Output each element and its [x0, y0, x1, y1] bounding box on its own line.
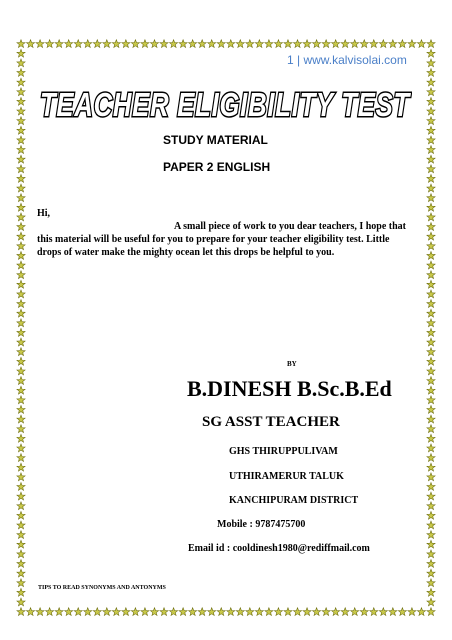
star-icon [293, 608, 301, 616]
star-icon [189, 40, 197, 48]
star-icon [17, 569, 25, 577]
star-icon [160, 608, 168, 616]
star-icon [427, 521, 435, 529]
star-icon [17, 203, 25, 211]
star-icon [427, 386, 435, 394]
star-icon [427, 223, 435, 231]
star-icon [17, 540, 25, 548]
star-icon [17, 463, 25, 471]
star-icon [112, 608, 120, 616]
star-icon [427, 396, 435, 404]
star-icon [17, 348, 25, 356]
star-icon [274, 608, 282, 616]
star-icon [84, 40, 92, 48]
star-icon [427, 213, 435, 221]
star-icon [17, 444, 25, 452]
star-icon [427, 560, 435, 568]
star-icon [36, 608, 44, 616]
star-icon [17, 329, 25, 337]
star-icon [17, 49, 25, 57]
star-icon [17, 271, 25, 279]
star-icon [103, 40, 111, 48]
star-icon [131, 608, 139, 616]
star-icon [341, 608, 349, 616]
star-icon [398, 608, 406, 616]
star-icon [427, 49, 435, 57]
star-icon [17, 232, 25, 240]
star-icon [55, 608, 63, 616]
star-icon [312, 40, 320, 48]
star-icon [17, 194, 25, 202]
star-icon [17, 434, 25, 442]
star-icon [150, 608, 158, 616]
star-icon [17, 560, 25, 568]
star-icon [303, 40, 311, 48]
star-icon [427, 69, 435, 77]
star-icon [17, 242, 25, 250]
star-icon [246, 40, 254, 48]
star-icon [217, 40, 225, 48]
star-icon [236, 40, 244, 48]
author-role: SG ASST TEACHER [202, 414, 340, 430]
star-icon [341, 40, 349, 48]
star-icon [17, 319, 25, 327]
star-icon [17, 78, 25, 86]
star-icon [427, 203, 435, 211]
star-icon [17, 107, 25, 115]
star-icon [227, 608, 235, 616]
title-banner [40, 80, 412, 129]
star-icon [17, 473, 25, 481]
star-icon [427, 415, 435, 423]
star-icon [360, 40, 368, 48]
star-icon [17, 165, 25, 173]
star-icon [46, 608, 54, 616]
star-icon [427, 165, 435, 173]
star-icon [427, 309, 435, 317]
star-icon [112, 40, 120, 48]
star-icon [332, 608, 340, 616]
star-icon [427, 107, 435, 115]
star-icon [17, 69, 25, 77]
star-icon [17, 155, 25, 163]
star-icon [427, 40, 435, 48]
star-icon [427, 117, 435, 125]
star-icon [427, 242, 435, 250]
star-icon [246, 608, 254, 616]
star-icon [408, 40, 416, 48]
star-icon [427, 184, 435, 192]
star-icon [389, 40, 397, 48]
star-icon [26, 40, 34, 48]
star-icon [427, 261, 435, 269]
star-icon [17, 174, 25, 182]
star-icon [427, 290, 435, 298]
star-icon [93, 608, 101, 616]
star-icon [427, 540, 435, 548]
author-district: KANCHIPURAM DISTRICT [229, 495, 359, 506]
star-icon [17, 396, 25, 404]
star-icon [17, 579, 25, 587]
star-icon [17, 261, 25, 269]
star-icon [141, 40, 149, 48]
star-icon [427, 377, 435, 385]
star-icon [427, 367, 435, 375]
star-icon [17, 59, 25, 67]
star-icon [427, 463, 435, 471]
star-icon [17, 377, 25, 385]
star-icon [17, 146, 25, 154]
star-icon [17, 136, 25, 144]
star-icon [427, 174, 435, 182]
star-icon [360, 608, 368, 616]
star-icon [17, 511, 25, 519]
star-icon [17, 184, 25, 192]
star-icon [17, 483, 25, 491]
star-icon [370, 608, 378, 616]
star-icon [17, 357, 25, 365]
star-icon [274, 40, 282, 48]
star-icon [17, 598, 25, 606]
star-icon [427, 406, 435, 414]
star-icon [103, 608, 111, 616]
star-icon [26, 608, 34, 616]
star-icon [17, 608, 25, 616]
star-icon [150, 40, 158, 48]
star-icon [84, 608, 92, 616]
star-icon [17, 213, 25, 221]
author-name: B.DINESH B.Sc.B.Ed [187, 376, 392, 401]
star-icon [17, 406, 25, 414]
star-icon [427, 78, 435, 86]
star-icon [17, 454, 25, 462]
star-icon [427, 232, 435, 240]
star-icon [217, 608, 225, 616]
star-icon [322, 608, 330, 616]
star-icon [65, 608, 73, 616]
star-icon [198, 608, 206, 616]
star-icon [93, 40, 101, 48]
star-icon [17, 425, 25, 433]
intro-paragraph [37, 220, 407, 259]
star-icon [322, 40, 330, 48]
star-icon [389, 608, 397, 616]
star-icon [312, 608, 320, 616]
star-icon [17, 550, 25, 558]
star-icon [427, 136, 435, 144]
star-icon [17, 223, 25, 231]
star-icon [427, 425, 435, 433]
star-icon [198, 40, 206, 48]
author-taluk: UTHIRAMERUR TALUK [229, 471, 344, 482]
star-icon [427, 579, 435, 587]
star-icon [427, 252, 435, 260]
star-icon [427, 155, 435, 163]
star-icon [74, 608, 82, 616]
star-icon [17, 280, 25, 288]
star-icon [17, 521, 25, 529]
star-icon [427, 531, 435, 539]
star-icon [208, 40, 216, 48]
star-icon [427, 194, 435, 202]
star-icon [427, 97, 435, 105]
star-icon [17, 415, 25, 423]
star-icon [284, 608, 292, 616]
star-icon [351, 40, 359, 48]
star-icon [265, 608, 273, 616]
star-icon [408, 608, 416, 616]
star-icon [427, 300, 435, 308]
star-icon [131, 40, 139, 48]
document-title: TEACHER ELIGIBILITY TEST [40, 86, 412, 123]
star-icon [427, 598, 435, 606]
star-icon [427, 502, 435, 510]
star-icon [427, 608, 435, 616]
star-icon [122, 608, 130, 616]
star-icon [17, 492, 25, 500]
star-icon [427, 357, 435, 365]
star-icon [74, 40, 82, 48]
by-label: BY [287, 360, 297, 368]
star-icon [55, 40, 63, 48]
star-icon [179, 40, 187, 48]
star-icon [427, 511, 435, 519]
star-icon [17, 386, 25, 394]
greeting: Hi, [37, 208, 51, 219]
star-icon [36, 40, 44, 48]
star-icon [332, 40, 340, 48]
star-icon [427, 348, 435, 356]
intro-paragraph-text: A small piece of work to you dear teachers, I hope that this material will be useful for you to prepare for your teacher eligibility test. Little drops of water make the mighty ocean let this drops be helpful to you. [37, 221, 407, 258]
star-icon [17, 126, 25, 134]
star-icon [427, 126, 435, 134]
star-icon [284, 40, 292, 48]
star-icon [17, 367, 25, 375]
star-icon [17, 252, 25, 260]
star-icon [255, 40, 263, 48]
star-icon [179, 608, 187, 616]
star-icon [417, 608, 425, 616]
star-icon [169, 608, 177, 616]
star-icon [265, 40, 273, 48]
star-icon [427, 319, 435, 327]
star-icon [427, 569, 435, 577]
star-icon [255, 608, 263, 616]
star-icon [427, 338, 435, 346]
star-icon [293, 40, 301, 48]
star-icon [17, 531, 25, 539]
star-icon [46, 40, 54, 48]
star-icon [17, 117, 25, 125]
star-icon [427, 454, 435, 462]
author-mobile: Mobile : 9787475700 [217, 519, 306, 530]
star-icon [379, 608, 387, 616]
star-icon [427, 483, 435, 491]
author-school: GHS THIRUPPULIVAM [229, 446, 338, 457]
star-icon [427, 444, 435, 452]
star-icon [189, 608, 197, 616]
header-page-link[interactable]: 1 | www.kalvisolai.com [287, 53, 407, 67]
star-icon [427, 59, 435, 67]
star-icon [303, 608, 311, 616]
star-icon [208, 608, 216, 616]
star-icon [427, 434, 435, 442]
star-icon [427, 280, 435, 288]
star-icon [141, 608, 149, 616]
star-icon [65, 40, 73, 48]
star-icon [427, 271, 435, 279]
star-icon [227, 40, 235, 48]
star-icon [427, 473, 435, 481]
subtitle-study-material: STUDY MATERIAL [163, 133, 268, 147]
star-icon [169, 40, 177, 48]
star-icon [351, 608, 359, 616]
star-icon [17, 588, 25, 596]
star-icon [427, 146, 435, 154]
star-icon [17, 97, 25, 105]
star-icon [160, 40, 168, 48]
author-email[interactable]: Email id : cooldinesh1980@rediffmail.com [188, 543, 370, 554]
star-icon [427, 550, 435, 558]
star-icon [17, 502, 25, 510]
star-icon [398, 40, 406, 48]
star-icon [17, 290, 25, 298]
star-icon [17, 88, 25, 96]
star-icon [370, 40, 378, 48]
star-icon [236, 608, 244, 616]
star-icon [17, 309, 25, 317]
star-icon [122, 40, 130, 48]
star-icon [379, 40, 387, 48]
star-icon [427, 88, 435, 96]
star-icon [17, 300, 25, 308]
footer-heading: TIPS TO READ SYNONYMS AND ANTONYMS [38, 585, 166, 591]
subtitle-paper: PAPER 2 ENGLISH [163, 160, 271, 174]
star-icon [427, 588, 435, 596]
star-icon [417, 40, 425, 48]
star-icon [427, 492, 435, 500]
star-icon [17, 338, 25, 346]
star-icon [427, 329, 435, 337]
star-icon [17, 40, 25, 48]
